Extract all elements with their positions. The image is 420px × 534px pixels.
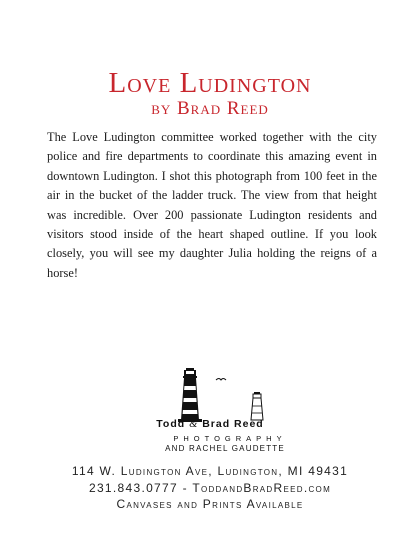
brand-name-right: Brad Reed — [202, 418, 264, 430]
contact-tagline: Canvases and Prints Available — [116, 497, 304, 511]
contact-phone-web: 231.843.0777 - ToddandBradReed.com — [88, 481, 332, 495]
brand-name-left: Todd — [156, 418, 186, 430]
byline: by Brad Reed — [151, 98, 269, 119]
brand-partner: AND RACHEL GAUDETTE — [165, 444, 285, 453]
lighthouse-icon — [172, 364, 282, 424]
body-paragraph: The Love Ludington committee worked together with the city police and fire departments to coordinate this amazing event in downtown Ludington. I shot this photograph from 100 feet in the air in the bucket of the ladder truck. The view from that height was incredible. Over 200 passionate Ludington residents and visitors stood inside of the heart shaped outline. If you look closely, you will see my daughter Julia holding the reigns of a horse! — [47, 130, 377, 280]
page-title: Love Ludington — [108, 67, 312, 99]
brand-name — [0, 418, 420, 430]
brand-ampersand: & — [189, 419, 199, 430]
brand-subtitle: PHOTOGRAPHY — [173, 434, 287, 443]
contact-address: 114 W. Ludington Ave, Ludington, MI 49431 — [71, 464, 349, 478]
